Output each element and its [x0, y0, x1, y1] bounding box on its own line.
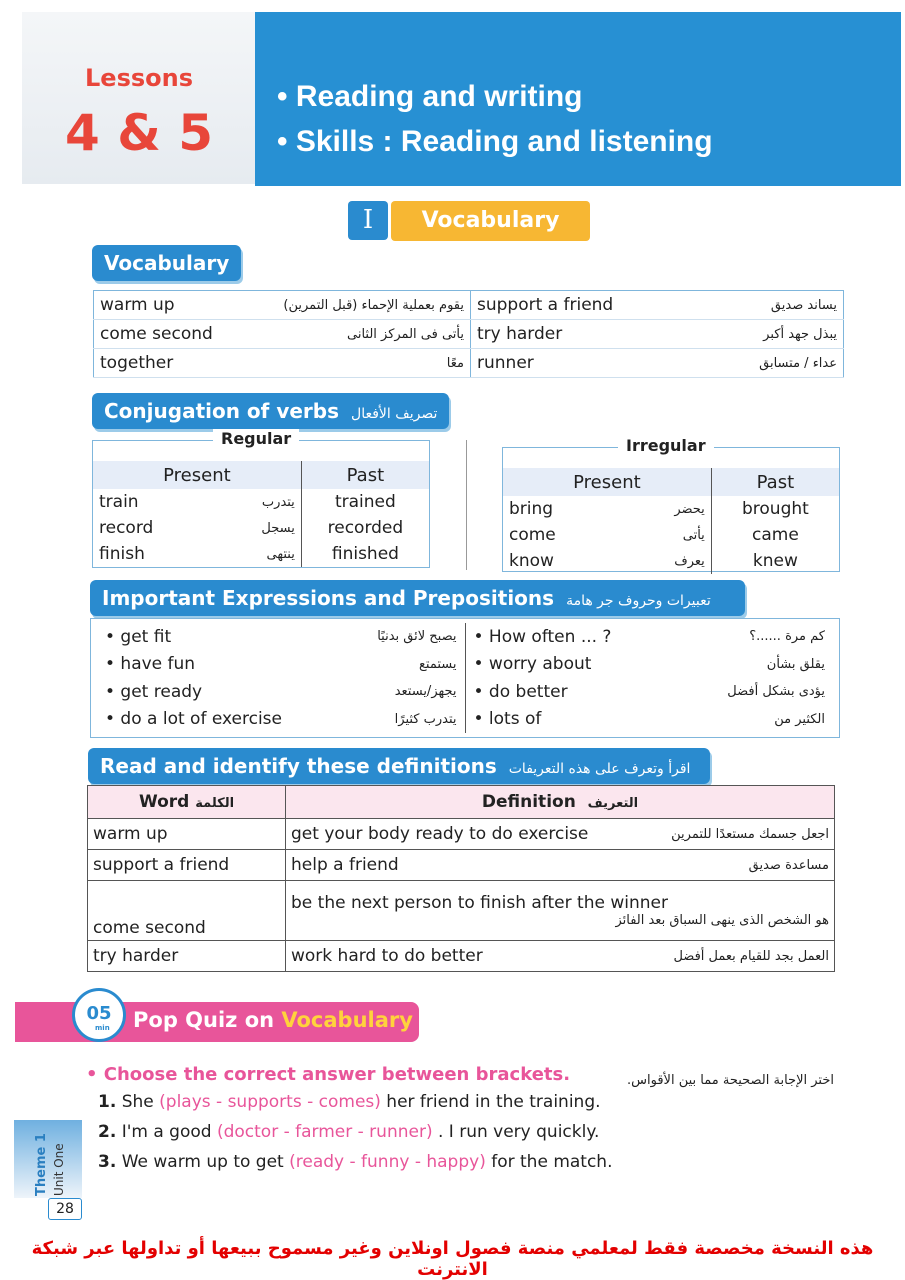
- answer-options[interactable]: (doctor - farmer - runner): [216, 1122, 433, 1142]
- vocab-word: come second: [100, 324, 213, 344]
- vocabulary-row: [94, 320, 844, 349]
- definitions-heading: [88, 748, 710, 784]
- question-number: 1.: [98, 1092, 117, 1112]
- verb-translation: يسجل: [261, 520, 295, 536]
- vocabulary-table: [93, 290, 844, 378]
- verb-translation: يتدرب: [261, 494, 295, 510]
- definition-translation: هو الشخص الذى ينهى السباق بعد الفائز: [615, 913, 829, 928]
- vocab-word: warm up: [100, 295, 175, 315]
- expression: • lots of: [473, 709, 542, 730]
- lesson-badge: [22, 12, 256, 184]
- expressions-heading: [90, 580, 745, 616]
- topic-1: • Reading and writing: [277, 80, 583, 113]
- verb-row: [93, 489, 429, 515]
- verb-translation: يحضر: [674, 501, 705, 517]
- quiz-instruction-ar: اختر الإجابة الصحيحة مما بين الأقواس.: [627, 1073, 834, 1088]
- verb-present: bring: [509, 499, 554, 519]
- question-text: She: [121, 1092, 154, 1112]
- theme-label: Theme 1: [34, 1133, 49, 1196]
- verb-present: know: [509, 551, 554, 571]
- definition-word: come second: [88, 881, 286, 941]
- expressions-title-ar: تعبيرات وحروف جر هامة: [566, 593, 711, 609]
- irregular-verbs-box: [502, 436, 840, 572]
- regular-verbs-box: [92, 429, 430, 568]
- expression-translation: كم مرة ......؟: [749, 629, 825, 645]
- expression-item: [105, 709, 457, 729]
- verb-present: come: [509, 525, 556, 545]
- expression-translation: يتدرب كثيرًا: [394, 711, 457, 727]
- conjugation-title: Conjugation of verbs: [104, 399, 340, 423]
- copyright-notice: هذه النسخة مخصصة فقط لمعلمي منصة فصول اونلاين وغير مسموح ببيعها أو تداولها عبر شبكة الانترنت: [31, 1238, 874, 1280]
- expressions-title: Important Expressions and Prepositions: [102, 586, 555, 610]
- expression-item: [105, 627, 457, 647]
- section-numeral: I: [348, 201, 388, 240]
- quiz-question: [98, 1152, 612, 1172]
- definition-text: be the next person to finish after the winner: [291, 893, 668, 913]
- expression-item: [474, 654, 826, 674]
- definition-row: [88, 850, 835, 881]
- section-title: Vocabulary: [391, 201, 590, 241]
- definition-text: work hard to do better: [291, 946, 483, 966]
- vocab-translation: معًا: [446, 355, 464, 371]
- vocabulary-heading: Vocabulary: [92, 245, 241, 281]
- vocab-word: support a friend: [477, 295, 614, 315]
- expression: • have fun: [105, 654, 196, 675]
- verb-past: brought: [741, 499, 809, 519]
- definition-row: [88, 819, 835, 850]
- definition-translation: مساعدة صديق: [748, 857, 829, 873]
- vocab-translation: يبذل جهد أكبر: [763, 326, 837, 342]
- expression-translation: يؤدى بشكل أفضل: [727, 684, 825, 700]
- verb-translation: يأتى: [682, 527, 705, 543]
- word-header: Word الكلمة: [88, 786, 286, 819]
- answer-options[interactable]: (plays - supports - comes): [159, 1092, 381, 1112]
- conjugation-heading: [92, 393, 449, 429]
- expression: • do better: [473, 681, 568, 702]
- verb-past: knew: [752, 551, 798, 571]
- verb-row: [503, 522, 839, 548]
- regular-title: Regular: [213, 429, 299, 448]
- vocab-translation: عداء / متسابق: [759, 355, 837, 371]
- expression-translation: الكثير من: [774, 711, 825, 727]
- definitions-table: [87, 785, 835, 972]
- question-text: I'm a good: [121, 1122, 212, 1142]
- verb-present: record: [99, 518, 154, 538]
- theme-tab: [14, 1120, 82, 1198]
- expression: • get ready: [105, 681, 203, 702]
- definition-translation: اجعل جسمك مستعدًا للتمرين: [671, 826, 829, 842]
- expression-translation: يستمتع: [419, 656, 457, 672]
- quiz-topic: Vocabulary: [281, 1008, 413, 1032]
- vocab-word: try harder: [477, 324, 563, 344]
- divider: [466, 440, 467, 570]
- expression-item: [105, 682, 457, 702]
- question-text: . I run very quickly.: [437, 1122, 600, 1142]
- question-text: We warm up to get: [121, 1152, 284, 1172]
- verb-past: recorded: [327, 518, 404, 538]
- verb-present: train: [99, 492, 139, 512]
- expression-translation: يقلق بشأن: [766, 656, 825, 672]
- definitions-title-ar: اقرأ وتعرف على هذه التعريفات: [508, 761, 691, 777]
- past-header: Past: [711, 468, 839, 496]
- expression-item: [474, 682, 826, 702]
- expression-item: [474, 627, 826, 647]
- present-header: Present: [503, 468, 711, 496]
- lesson-topics-banner: [255, 12, 901, 186]
- vocabulary-row: [94, 291, 844, 320]
- verb-past: finished: [331, 544, 399, 564]
- expression: • worry about: [473, 654, 592, 675]
- verb-translation: ينتهى: [266, 546, 295, 562]
- definition-word: support a friend: [88, 850, 286, 881]
- question-number: 2.: [98, 1122, 117, 1142]
- topic-2: • Skills : Reading and listening: [277, 125, 713, 158]
- lessons-label: Lessons: [85, 64, 193, 92]
- page-number: 28: [48, 1198, 82, 1220]
- quiz-instruction: • Choose the correct answer between brackets.: [86, 1064, 571, 1085]
- conjugation-title-ar: تصريف الأفعال: [351, 406, 438, 422]
- verb-row: [93, 515, 429, 541]
- present-header: Present: [93, 461, 301, 489]
- question-number: 3.: [98, 1152, 117, 1172]
- quiz-question: [98, 1122, 599, 1142]
- verb-row: [503, 548, 839, 574]
- question-text: her friend in the training.: [386, 1092, 601, 1112]
- verb-past: trained: [334, 492, 396, 512]
- definition-word: try harder: [88, 941, 286, 972]
- expressions-box: [90, 618, 840, 738]
- expression: • How often ... ?: [473, 626, 612, 647]
- lessons-number: 4 & 5: [65, 104, 213, 162]
- vocab-word: runner: [477, 353, 534, 373]
- verb-translation: يعرف: [674, 553, 705, 569]
- irregular-title: Irregular: [618, 436, 714, 455]
- vocabulary-row: [94, 349, 844, 378]
- verb-row: [503, 496, 839, 522]
- definition-row: [88, 881, 835, 941]
- expression-translation: يجهز/يستعد: [394, 684, 457, 700]
- definition-translation: العمل بجد للقيام بعمل أفضل: [673, 948, 829, 964]
- vocab-translation: يساند صديق: [770, 297, 837, 313]
- expression-item: [105, 654, 457, 674]
- expression: • get fit: [105, 626, 172, 647]
- verb-past: came: [752, 525, 799, 545]
- answer-options[interactable]: (ready - funny - happy): [289, 1152, 486, 1172]
- expression: • do a lot of exercise: [105, 709, 282, 730]
- stopwatch-icon: 05 min: [72, 988, 126, 1042]
- definition-text: help a friend: [291, 855, 399, 875]
- quiz-question: [98, 1092, 601, 1112]
- verb-row: [93, 541, 429, 567]
- definition-row: [88, 941, 835, 972]
- expression-translation: يصبح لائق بدنيًا: [377, 629, 457, 645]
- definition-header: Definition التعريف: [286, 786, 835, 819]
- vocab-word: together: [100, 353, 174, 373]
- definition-word: warm up: [88, 819, 286, 850]
- quiz-title: Pop Quiz on: [133, 1008, 275, 1032]
- unit-label: Unit One: [52, 1143, 66, 1196]
- past-header: Past: [301, 461, 429, 489]
- vocab-translation: يقوم بعملية الإحماء (قبل التمرين): [283, 297, 464, 313]
- verb-present: finish: [99, 544, 145, 564]
- definition-text: get your body ready to do exercise: [291, 824, 589, 844]
- question-text: for the match.: [491, 1152, 613, 1172]
- vocab-translation: يأتى فى المركز الثانى: [346, 326, 464, 342]
- expression-item: [474, 709, 826, 729]
- definitions-title: Read and identify these definitions: [100, 754, 497, 778]
